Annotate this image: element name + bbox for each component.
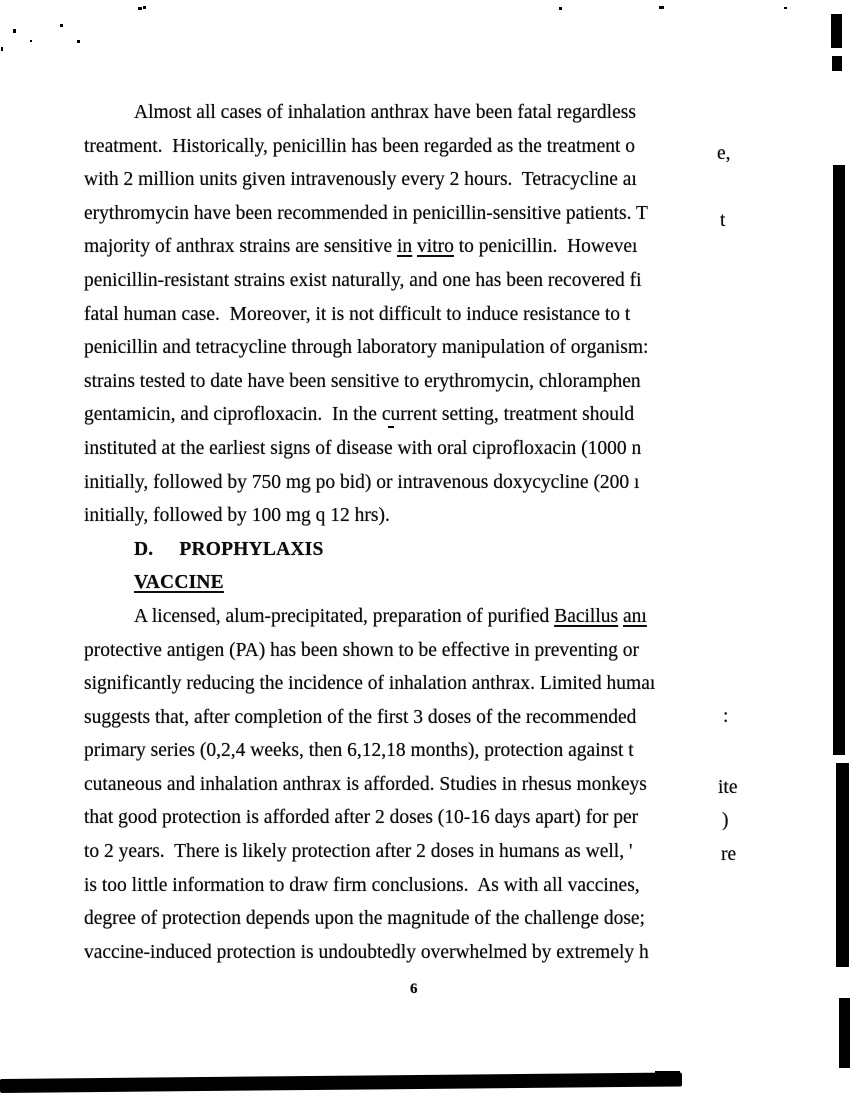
clipped-text-fragment: ) bbox=[722, 810, 729, 831]
text-line bbox=[84, 197, 720, 231]
text-segment: majority of anthrax strains are sensitive bbox=[84, 236, 397, 258]
text-line bbox=[84, 96, 720, 130]
scan-speckle bbox=[784, 7, 787, 9]
text-line bbox=[84, 801, 720, 835]
text-segment: penicillin and tetracycline through laboratory manipulation of organism: bbox=[84, 337, 649, 359]
scan-speckle bbox=[659, 6, 664, 9]
text-line bbox=[84, 902, 720, 936]
text-line bbox=[84, 398, 720, 432]
text-segment: to penicillin. Howeveı bbox=[453, 236, 638, 258]
scan-edge-bar bbox=[831, 14, 842, 48]
scan-edge-bar bbox=[833, 165, 845, 755]
scan-edge-bar bbox=[836, 763, 849, 967]
text-line bbox=[84, 230, 720, 264]
clipped-text-fragment: ite bbox=[718, 777, 738, 798]
text-segment: vaccine-induced protection is undoubtedly overwhelmed by extremely h bbox=[84, 941, 649, 963]
text-line bbox=[84, 432, 720, 466]
text-line bbox=[84, 331, 720, 365]
text-segment: Bacillus bbox=[554, 605, 619, 627]
text-line bbox=[84, 163, 720, 197]
text-segment: A licensed, alum-precipitated, preparation of purified bbox=[134, 605, 555, 627]
text-segment: cutaneous and inhalation anthrax is afforded. Studies in rhesus monkeys bbox=[84, 773, 647, 795]
scan-speckle bbox=[143, 6, 146, 9]
scan-speckle bbox=[138, 7, 142, 10]
text-line bbox=[84, 768, 720, 802]
text-line bbox=[84, 835, 720, 869]
text-line bbox=[84, 466, 720, 500]
text-segment: to 2 years. There is likely protection after 2 doses in humans as well, ' bbox=[84, 841, 633, 863]
scan-bottom-bar bbox=[0, 1072, 682, 1093]
text-segment: Almost all cases of inhalation anthrax have been fatal regardless bbox=[134, 102, 636, 123]
scan-bottom-bar-nub bbox=[655, 1071, 680, 1081]
text-line bbox=[84, 365, 720, 399]
scan-speckle bbox=[1, 47, 3, 51]
text-line bbox=[84, 499, 720, 533]
scan-speckle bbox=[60, 24, 63, 27]
text-line bbox=[84, 264, 720, 298]
text-segment: treatment. Historically, penicillin has been regarded as the treatment o bbox=[84, 135, 636, 157]
text-line bbox=[84, 298, 720, 332]
scan-edge-bar bbox=[832, 56, 842, 71]
scan-edge-bar bbox=[839, 998, 850, 1068]
text-segment: fatal human case. Moreover, it is not difficult to induce resistance to t bbox=[84, 303, 631, 325]
text-segment: instituted at the earliest signs of disease with oral ciprofloxacin (1000 n bbox=[84, 437, 642, 459]
clipped-text-fragment: e, bbox=[717, 143, 731, 164]
text-segment: strains tested to date have been sensitive to erythromycin, chloramphen bbox=[84, 370, 641, 392]
text-segment: with 2 million units given intravenously every 2 hours. Tetracycline aı bbox=[84, 169, 637, 191]
text-line bbox=[84, 566, 720, 600]
text-line bbox=[84, 869, 720, 903]
text-line bbox=[84, 600, 720, 634]
scan-speckle bbox=[30, 40, 32, 42]
text-segment: penicillin-resistant strains exist naturally, and one has been recovered fi bbox=[84, 269, 642, 291]
text-segment: that good protection is afforded after 2 doses (10-16 days apart) for per bbox=[84, 807, 639, 829]
text-segment: primary series (0,2,4 weeks, then 6,12,18 months), protection against t bbox=[84, 740, 634, 762]
scan-speckle bbox=[388, 426, 394, 428]
scan-speckle bbox=[13, 29, 16, 33]
text-line bbox=[84, 533, 720, 567]
text-line bbox=[84, 734, 720, 768]
text-segment: gentamicin, and ciprofloxacin. In the current setting, treatment should bbox=[84, 404, 635, 426]
text-line bbox=[84, 634, 720, 668]
text-segment: is too little information to draw firm conclusions. As with all vaccines, bbox=[84, 874, 640, 896]
text-segment: significantly reducing the incidence of inhalation anthrax. Limited humaı bbox=[84, 673, 656, 695]
clipped-text-fragment: t bbox=[720, 210, 726, 231]
scan-speckle bbox=[77, 40, 80, 43]
text-segment: initially, followed by 750 mg po bid) or intravenous doxycycline (200 ı bbox=[84, 471, 640, 493]
body-text bbox=[84, 96, 720, 969]
text-segment: in bbox=[397, 236, 413, 258]
text-segment: suggests that, after completion of the first 3 doses of the recommended bbox=[84, 706, 637, 728]
text-segment: vitro bbox=[417, 236, 454, 258]
text-segment: VACCINE bbox=[134, 572, 224, 594]
text-line bbox=[84, 667, 720, 701]
text-segment: degree of protection depends upon the magnitude of the challenge dose; bbox=[84, 908, 645, 930]
text-segment: PROPHYLAXIS bbox=[179, 538, 324, 560]
text-segment: initially, followed by 100 mg q 12 hrs). bbox=[84, 505, 390, 527]
scan-speckle bbox=[559, 7, 562, 10]
text-segment: anı bbox=[622, 605, 647, 627]
text-line bbox=[84, 936, 720, 970]
text-segment: erythromycin have been recommended in penicillin-sensitive patients. T bbox=[84, 202, 648, 224]
page-number: 6 bbox=[410, 981, 418, 997]
clipped-text-fragment: : bbox=[723, 706, 729, 727]
clipped-text-fragment: re bbox=[721, 844, 737, 865]
text-line bbox=[84, 130, 720, 164]
text-segment: D. bbox=[134, 538, 154, 560]
text-segment: protective antigen (PA) has been shown to be effective in preventing or bbox=[84, 639, 640, 661]
text-line bbox=[84, 701, 720, 735]
